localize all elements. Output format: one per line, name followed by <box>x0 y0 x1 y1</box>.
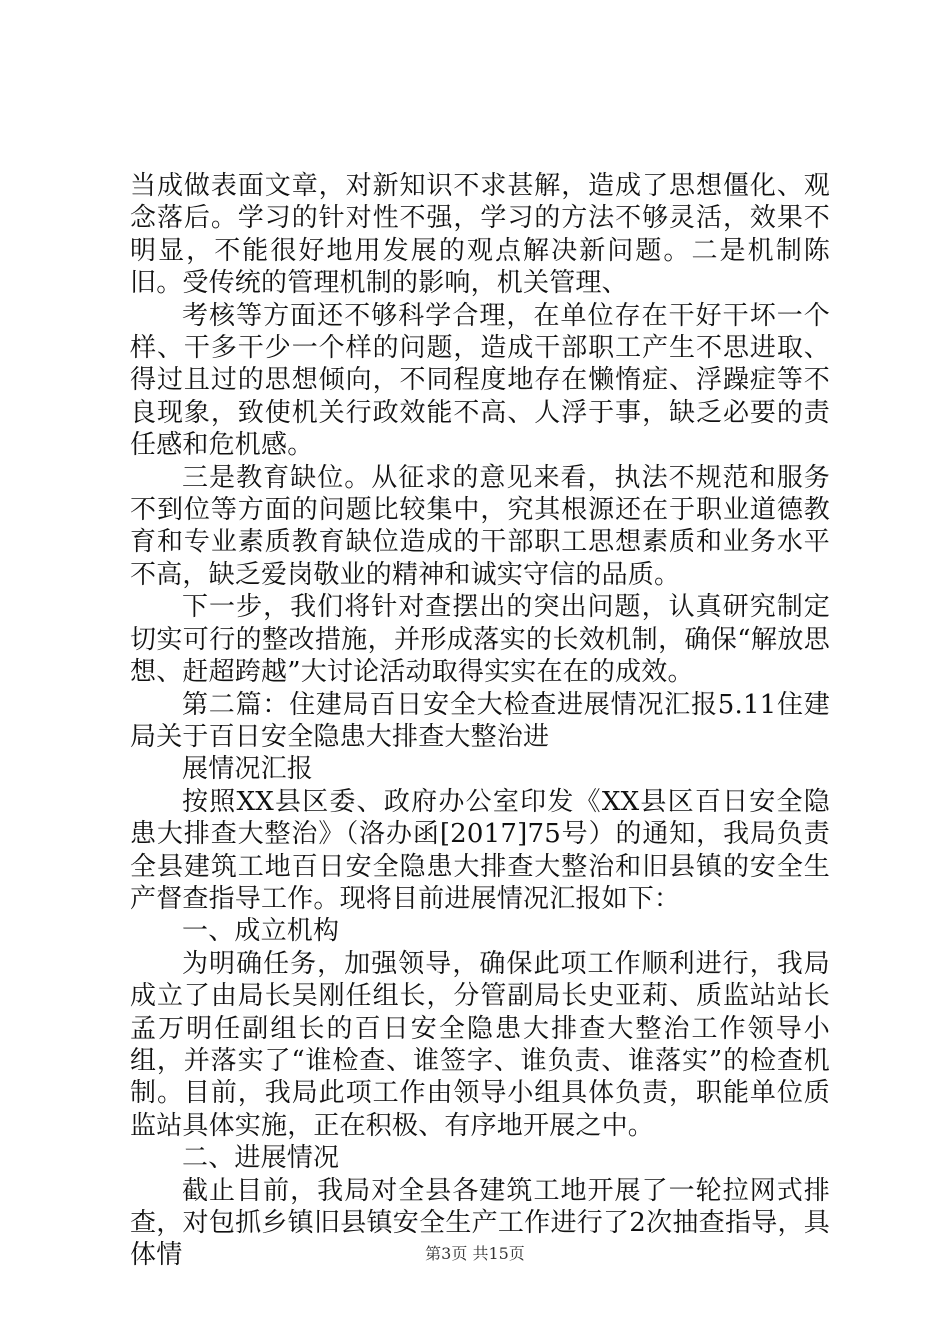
paragraph-2: 考核等方面还不够科学合理，在单位存在干好干坏一个样、干多干少一个样的问题，造成干部职工产生不思进取、得过且过的思想倾向，不同程度地存在懒惰症、浮躁症等不良现象，致使机关行政效能不高、人浮于事，缺乏必要的责任感和危机感。 <box>130 300 830 461</box>
section-title-part-1: 第二篇：住建局百日安全大检查进展情况汇报5.11住建局关于百日安全隐患大排查大整治进 <box>130 689 830 752</box>
paragraph-1: 当成做表面文章，对新知识不求甚解，造成了思想僵化、观念落后。学习的针对性不强，学习的方法不够灵活，效果不明显，不能很好地用发展的观点解决新问题。二是机制陈旧。受传统的管理机制的影响，机关管理、 <box>130 171 830 299</box>
paragraph-7: 截止目前，我局对全县各建筑工地开展了一轮拉网式排查，对包抓乡镇旧县镇安全生产工作进行了2次抽查指导，具体情 <box>130 1175 830 1271</box>
page-footer <box>0 1244 950 1264</box>
heading-establish-organization: 一、成立机构 <box>182 916 340 947</box>
paragraph-6: 为明确任务，加强领导，确保此项工作顺利进行，我局成立了由局长吴刚任组长，分管副局长史亚莉、质监站站长孟万明任副组长的百日安全隐患大排查大整治工作领导小组，并落实了“谁检查、谁签字、谁负责、谁落实”的检查机制。目前，我局此项工作由领导小组具体负责，职能单位质监站具体实施，正在积极、有序地开展之中。 <box>130 948 830 1141</box>
heading-progress: 二、进展情况 <box>182 1143 340 1174</box>
section-title-part-2: 展情况汇报 <box>182 754 314 785</box>
paragraph-3: 三是教育缺位。从征求的意见来看，执法不规范和服务不到位等方面的问题比较集中，究其根源还在于职业道德教育和专业素质教育缺位造成的干部职工思想素质和业务水平不高，缺乏爱岗敬业的精神和诚实守信的品质。 <box>130 462 830 590</box>
document-body <box>130 170 830 1272</box>
paragraph-5: 按照XX县区委、政府办公室印发《XX县区百日安全隐患大排查大整治》（洛办函[2017]75号）的通知，我局负责全县建筑工地百日安全隐患大排查大整治和旧县镇的安全生产督查指导工作。现将目前进展情况汇报如下： <box>130 786 830 914</box>
page-number-label: 第3页 共15页 <box>425 1244 525 1263</box>
paragraph-4: 下一步，我们将针对查摆出的突出问题，认真研究制定切实可行的整改措施，并形成落实的长效机制，确保“解放思想、赶超跨越”大讨论活动取得实实在在的成效。 <box>130 592 830 688</box>
